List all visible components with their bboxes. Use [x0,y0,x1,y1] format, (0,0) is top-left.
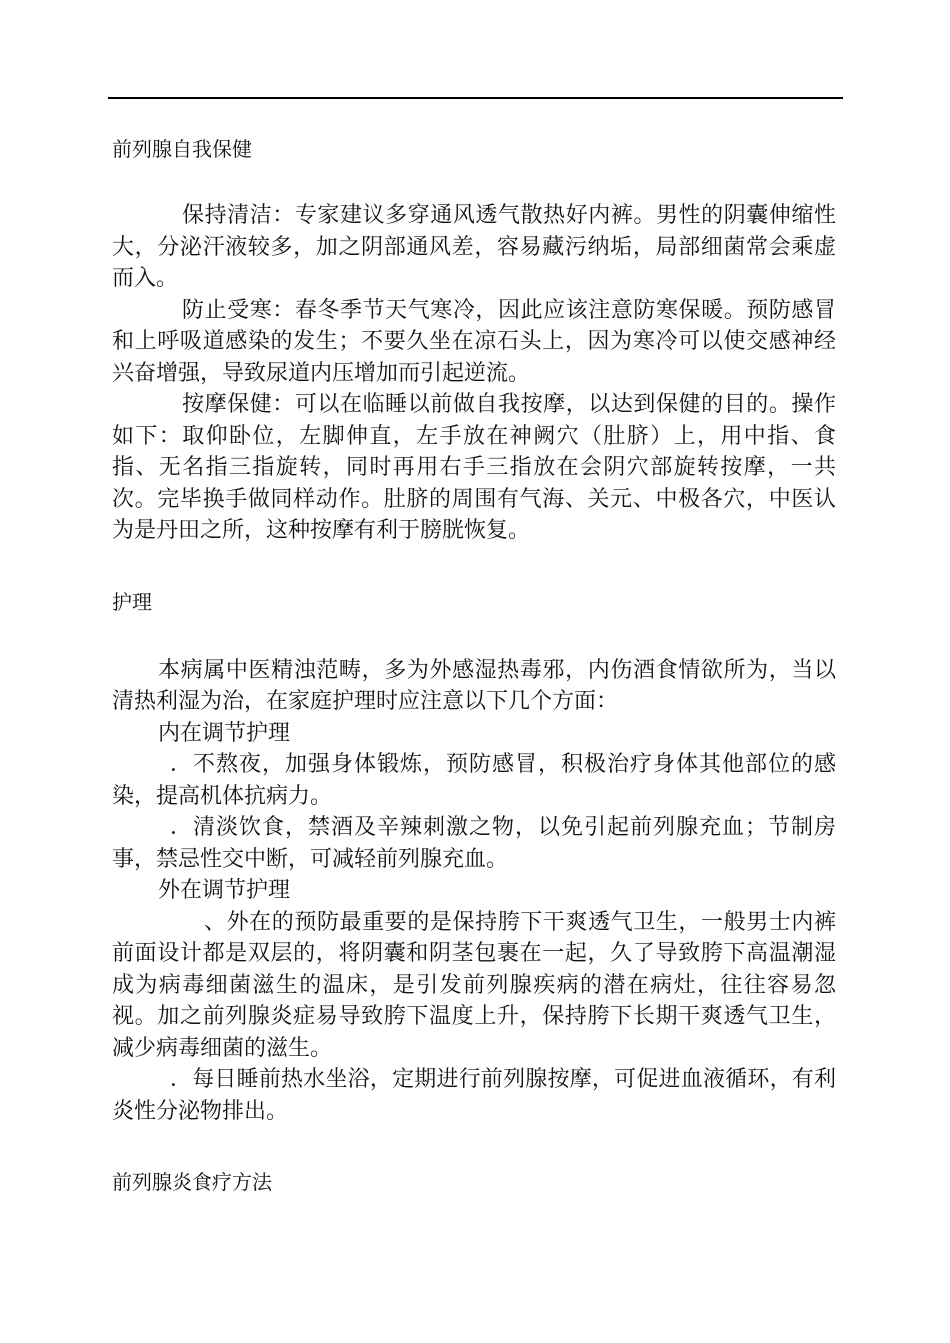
list-item-internal-1: ．不熬夜，加强身体锻炼，预防感冒，积极治疗身体其他部位的感染，提高机体抗病力。 [112,752,836,809]
paragraph-prevent-cold: 防止受寒：春冬季节天气寒冷，因此应该注意防寒保暖。预防感冒和上呼吸道感染的发生；不要久坐在凉石头上，因为寒冷可以使交感神经兴奋增强，导致尿道内压增加而引起逆流。 [112,297,836,386]
paragraph-keep-clean: 保持清洁：专家建议多穿通风透气散热好内裤。男性的阴囊伸缩性大，分泌汗液较多，加之阴部通风差，容易藏污纳垢，局部细菌常会乘虚而入。 [112,203,836,291]
list-item-internal-2: ．清淡饮食，禁酒及辛辣刺激之物，以免引起前列腺充血；节制房事，禁忌性交中断，可减轻前列腺充血。 [112,815,836,872]
subsection-title-internal: 内在调节护理 [158,720,291,746]
paragraph-nursing-intro: 本病属中医精浊范畴，多为外感湿热毒邪，内伤酒食情欲所为，当以清热利湿为治，在家庭护理时应注意以下几个方面： [112,657,836,714]
section-title-self-care: 前列腺自我保健 [112,137,252,161]
header-rule [108,97,843,99]
section-title-diet: 前列腺炎食疗方法 [112,1170,272,1194]
section-title-nursing: 护理 [112,589,152,614]
list-item-external-1: 、外在的预防最重要的是保持胯下干爽透气卫生，一般男士内裤前面设计都是双层的，将阴囊和阴茎包裹在一起，久了导致胯下高温潮湿成为病毒细菌滋生的温床，是引发前列腺疾病的潜在病灶，往往容易忽视。加之前列腺炎症易导致胯下温度上升，保持胯下长期干爽透气卫生，减少病毒细菌的滋生。 [112,909,836,1061]
list-item-external-2: ．每日睡前热水坐浴，定期进行前列腺按摩，可促进血液循环，有利炎性分泌物排出。 [112,1067,836,1124]
paragraph-massage: 按摩保健：可以在临睡以前做自我按摩，以达到保健的目的。操作如下：取仰卧位，左脚伸直，左手放在神阙穴（肚脐）上，用中指、食指、无名指三指旋转，同时再用右手三指放在会阴穴部旋转按摩，一共 次。完毕换手做同样动作。肚脐的周围有气海、关元、中极各穴，中医认为是丹田之所，这种按摩有利于膀胱恢复。 [112,392,881,543]
document-body [112,128,881,1203]
subsection-title-external: 外在调节护理 [158,878,291,903]
